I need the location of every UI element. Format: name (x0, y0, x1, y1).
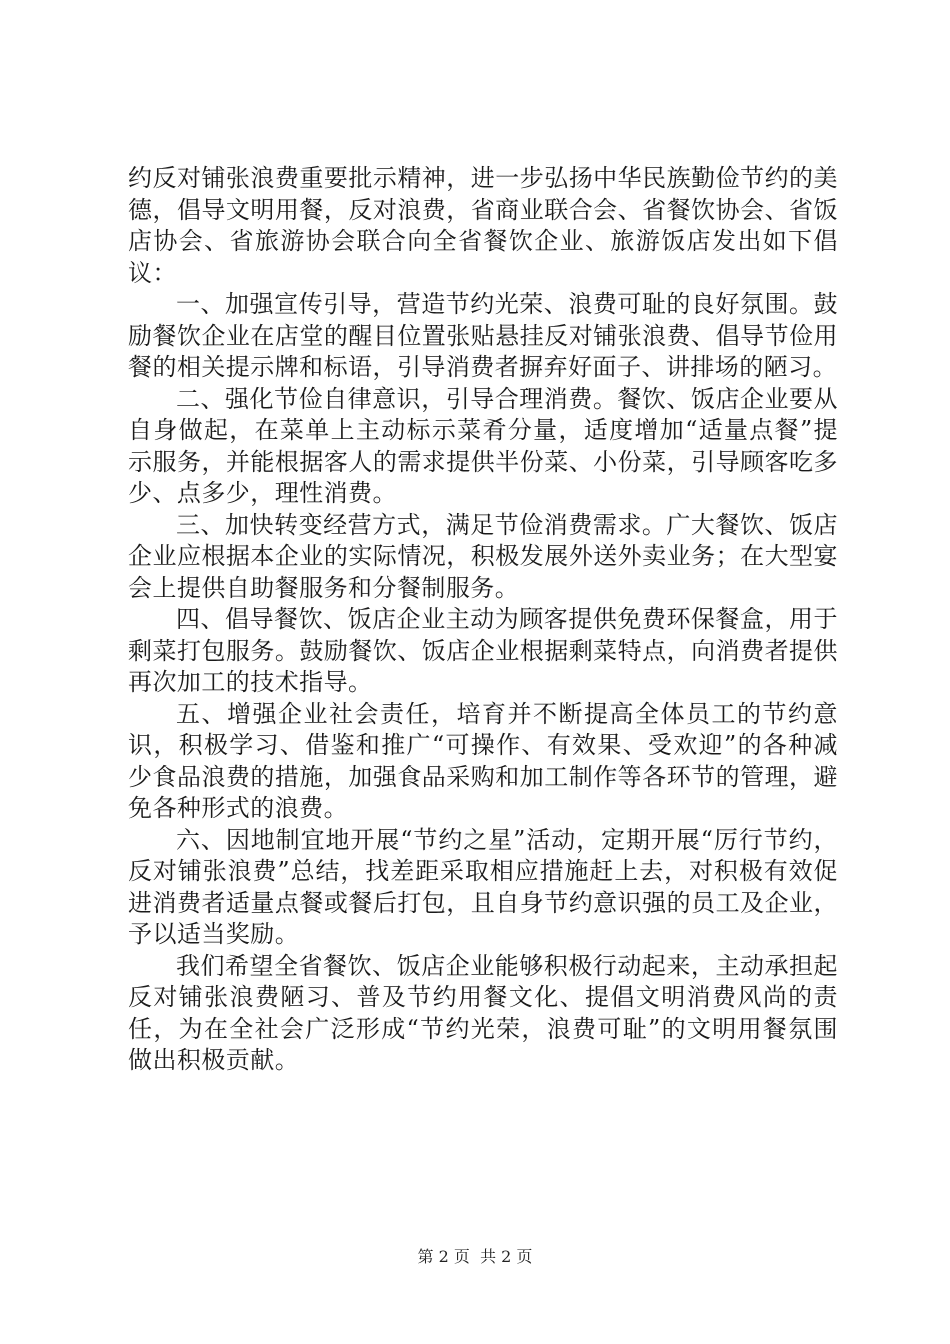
page-footer (0, 1244, 950, 1267)
paragraph-intro: 约反对铺张浪费重要批示精神，进一步弘扬中华民族勤俭节约的美德，倡导文明用餐，反对浪费，省商业联合会、省餐饮协会、省饭店协会、省旅游协会联合向全省餐饮企业、旅游饭店发出如下倡议： (128, 164, 838, 287)
paragraph-item-1: 一、加强宣传引导，营造节约光荣、浪费可耻的良好氛围。鼓励餐饮企业在店堂的醒目位置张贴悬挂反对铺张浪费、倡导节俭用餐的相关提示牌和标语，引导消费者摒弃好面子、讲排场的陋习。 (128, 290, 838, 381)
document-body (128, 163, 838, 1077)
page-number-label: 第 2 页 共 2 页 (417, 1247, 533, 1266)
paragraph-item-5: 五、增强企业社会责任，培育并不断提高全体员工的节约意识，积极学习、借鉴和推广“可操作、有效果、受欢迎”的各种减少食品浪费的措施，加强食品采购和加工制作等各环节的管理，避免各种形式的浪费。 (128, 699, 838, 822)
paragraph-item-3: 三、加快转变经营方式，满足节俭消费需求。广大餐饮、饭店企业应根据本企业的实际情况，积极发展外送外卖业务；在大型宴会上提供自助餐服务和分餐制服务。 (128, 510, 838, 602)
paragraph-closing: 我们希望全省餐饮、饭店企业能够积极行动起来，主动承担起反对铺张浪费陋习、普及节约用餐文化、提倡文明消费风尚的责任，为在全社会广泛形成“节约光荣，浪费可耻”的文明用餐氛围做出积极贡献。 (128, 951, 838, 1074)
paragraph-item-2: 二、强化节俭自律意识，引导合理消费。餐饮、饭店企业要从自身做起，在菜单上主动标示菜肴分量，适度增加“适量点餐”提示服务，并能根据客人的需求提供半份菜、小份菜，引导顾客吃多少、点多少，理性消费。 (128, 384, 838, 507)
paragraph-item-4: 四、倡导餐饮、饭店企业主动为顾客提供免费环保餐盒，用于剩菜打包服务。鼓励餐饮、饭店企业根据剩菜特点，向消费者提供再次加工的技术指导。 (128, 605, 838, 696)
paragraph-item-6: 六、因地制宜地开展“节约之星”活动，定期开展“厉行节约，反对铺张浪费”总结，找差距采取相应措施赶上去，对积极有效促进消费者适量点餐或餐后打包，且自身节约意识强的员工及企业，予以适当奖励。 (128, 825, 838, 948)
